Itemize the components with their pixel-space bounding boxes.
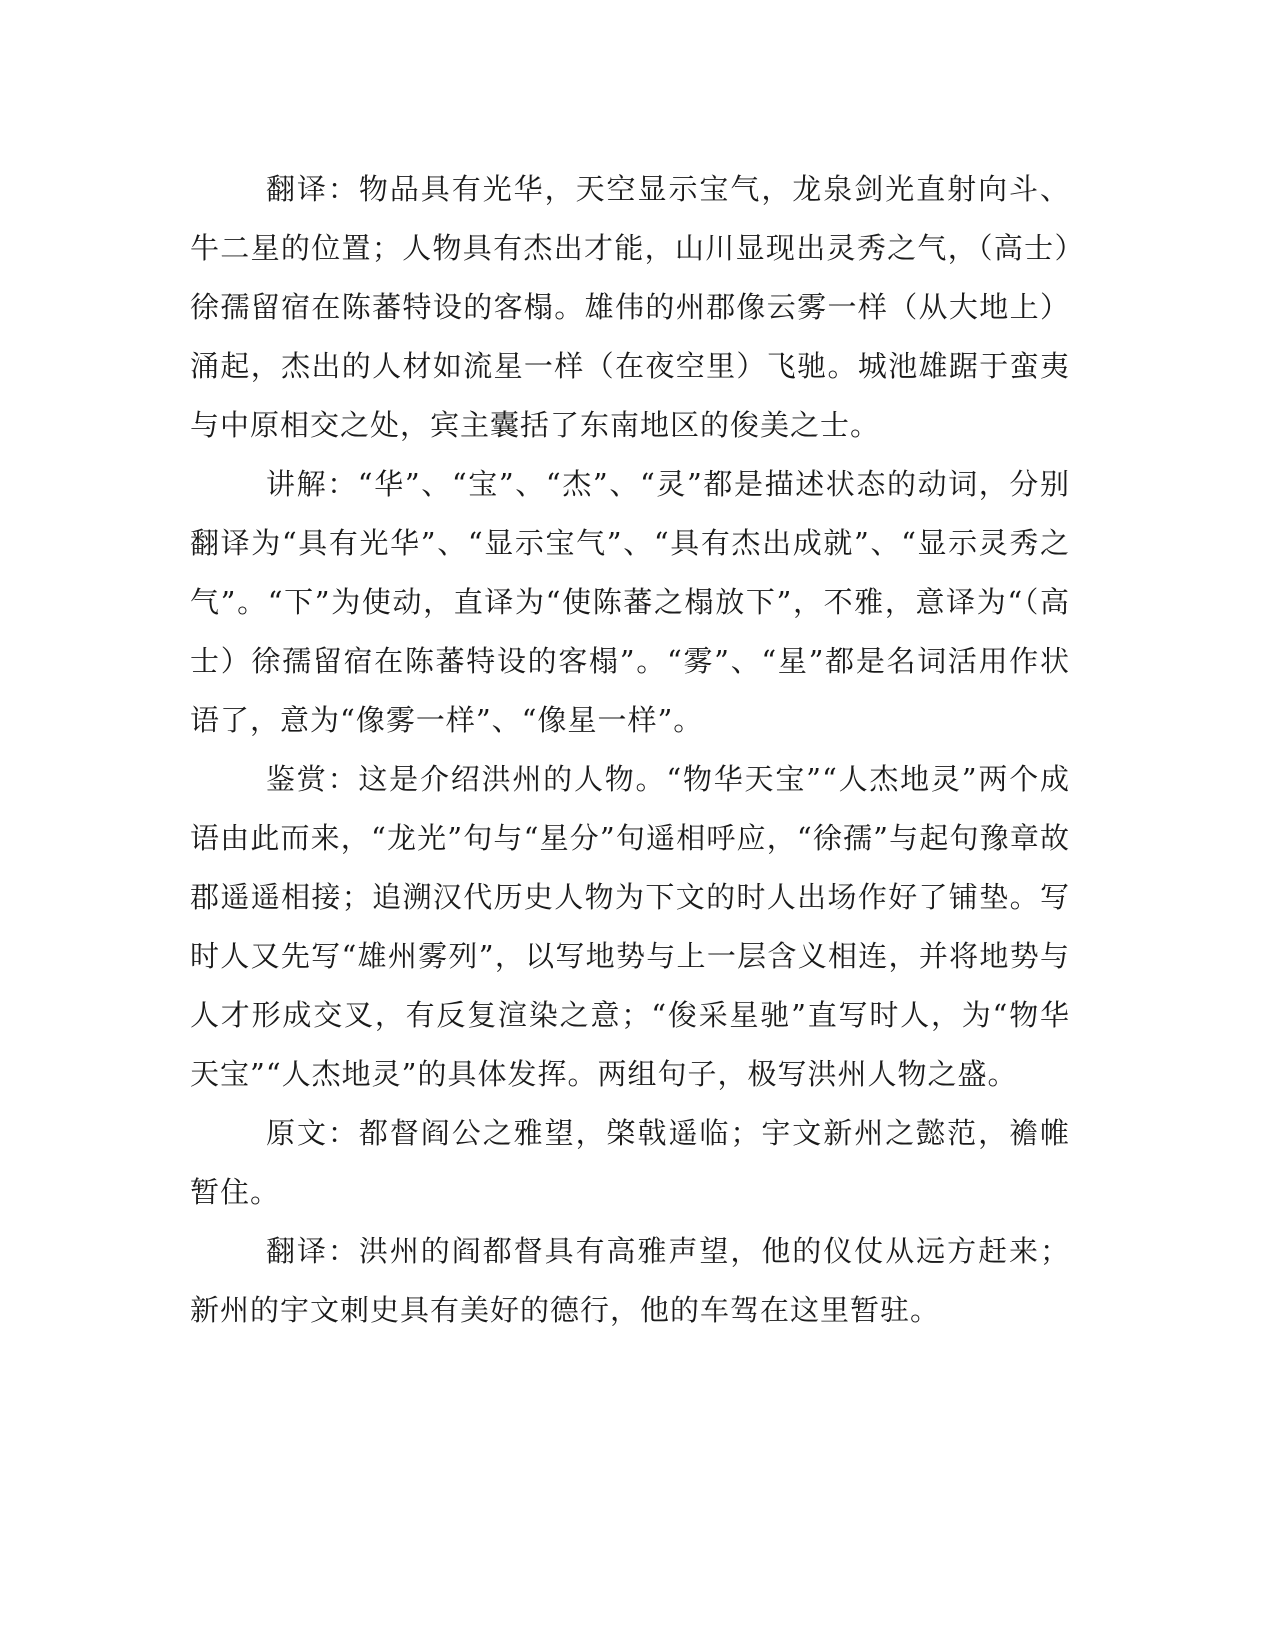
paragraph-translation-2: 翻译：洪州的阎都督具有高雅声望，他的仪仗从远方赶来；新州的宇文刺史具有美好的德行，他的车驾在这里暂驻。 (190, 1234, 1070, 1327)
document-body (190, 160, 1070, 1340)
paragraph-original-text: 原文：都督阎公之雅望，棨戟遥临；宇文新州之懿范，襜帷暂住。 (190, 1116, 1070, 1209)
paragraph-translation-1: 翻译：物品具有光华，天空显示宝气，龙泉剑光直射向斗、牛二星的位置；人物具有杰出才能，山川显现出灵秀之气，（高士）徐孺留宿在陈蕃特设的客榻。雄伟的州郡像云雾一样（从大地上）涌起，杰出的人材如流星一样（在夜空里）飞驰。城池雄踞于蛮夷与中原相交之处，宾主囊括了东南地区的俊美之士。 (190, 172, 1070, 442)
paragraph-explanation: 讲解：“华”、“宝”、“杰”、“灵”都是描述状态的动词，分别翻译为“具有光华”、“显示宝气”、“具有杰出成就”、“显示灵秀之气”。“下”为使动，直译为“使陈蕃之榻放下”，不雅，意译为“（高士）徐孺留宿在陈蕃特设的客榻”。“雾”、“星”都是名词活用作状语了，意为“像雾一样”、“像星一样”。 (190, 467, 1070, 737)
paragraph-appreciation: 鉴赏：这是介绍洪州的人物。“物华天宝”“人杰地灵”两个成语由此而来，“龙光”句与“星分”句遥相呼应，“徐孺”与起句豫章故郡遥遥相接；追溯汉代历史人物为下文的时人出场作好了铺垫。写时人又先写“雄州雾列”，以写地势与上一层含义相连，并将地势与人才形成交叉，有反复渲染之意；“俊采星驰”直写时人，为“物华天宝”“人杰地灵”的具体发挥。两组句子，极写洪州人物之盛。 (190, 762, 1070, 1091)
